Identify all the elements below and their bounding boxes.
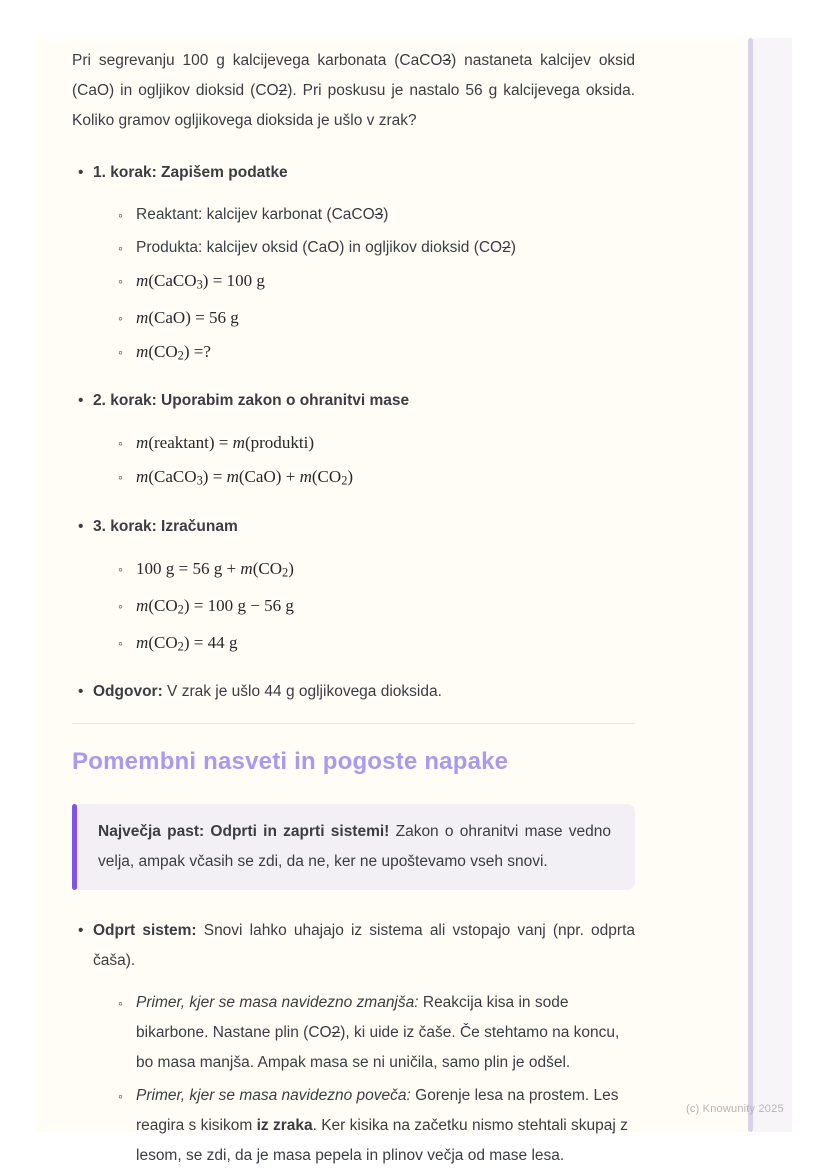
sub-list-item-math: ◦ 100 g = 56 g + m(CO2) xyxy=(136,554,635,588)
solution-steps-list xyxy=(72,158,635,707)
list-item-step-3 xyxy=(93,512,635,661)
open-system-sublist xyxy=(93,988,635,1171)
section-heading: Pomembni nasveti in pogoste napake xyxy=(72,748,509,776)
sub-list-item-math: ◦ m(CO2) =? xyxy=(136,337,635,371)
step-2-sublist xyxy=(93,428,635,496)
step-3-sublist xyxy=(93,554,635,661)
sub-list-item: ◦ Produkta: kalcijev oksid (CaO) in ogljikov dioksid (CO2) xyxy=(136,233,635,263)
list-item-step-2 xyxy=(93,386,635,496)
callout-text: Največja past: Odprti in zaprti sistemi! Zakon o ohranitvi mase vedno velja, ampak včasih se zdi, da ne, ker ne upoštevamo vseh snovi. xyxy=(98,823,611,871)
tips-list xyxy=(72,916,635,1171)
sub-list-item-example-decrease: ◦ Primer, kjer se masa navidezno zmanjša: Reakcija kisa in sode bikarbone. Nastane plin (CO2), ki uide iz čaše. Če stehtamo na koncu, bo masa manjša. Ampak masa se ni uničila, samo plin je odšel. xyxy=(136,988,635,1078)
list-item-step-1 xyxy=(93,158,635,370)
section-divider xyxy=(72,723,635,724)
step-title: • 2. korak: Uporabim zakon o ohranitvi mase xyxy=(93,392,410,410)
warning-callout xyxy=(72,804,635,890)
note-page xyxy=(36,38,748,1165)
callout-accent-bar xyxy=(72,804,77,890)
intro-paragraph: Pri segrevanju 100 g kalcijevega karbonata (CaCO3) nastaneta kalcijev oksid (CaO) in ogljikov dioksid (CO2). Pri poskusu je nastalo 56 g kalcijevega oksida. Koliko gramov ogljikovega dioksida je ušlo v zrak? xyxy=(72,52,636,129)
sub-list-item-math: ◦ m(CO2) = 44 g xyxy=(136,628,635,662)
tip-title: • Odprt sistem: Snovi lahko uhajajo iz sistema ali vstopajo vanj (npr. odprta čaša). xyxy=(93,922,635,970)
list-item-answer xyxy=(93,677,635,707)
watermark: (c) Knowunity 2025 xyxy=(686,1103,784,1115)
sub-list-item-example-increase: ◦ Primer, kjer se masa navidezno poveča: Gorenje lesa na prostem. Les reagira s kisikom iz zraka. Ker kisika na začetku nismo stehtali skupaj z lesom, se zdi, da je masa pepela in plinov večja od mase lesa. xyxy=(136,1081,635,1171)
step-title: • 1. korak: Zapišem podatke xyxy=(93,164,288,181)
sub-list-item: ◦ Reaktant: kalcijev karbonat (CaCO3) xyxy=(136,200,635,230)
sub-list-item-math: ◦ m(CaO) = 56 g xyxy=(136,303,635,334)
sub-list-item-math: ◦ m(CaCO3) = 100 g xyxy=(136,266,635,300)
answer-text: • Odgovor: V zrak je ušlo 44 g ogljikovega dioksida. xyxy=(93,683,442,701)
page-margin-strip xyxy=(753,38,792,1132)
sub-list-item-math: ◦ m(CO2) = 100 g − 56 g xyxy=(136,591,635,625)
sub-list-item-math: ◦ m(CaCO3) = m(CaO) + m(CO2) xyxy=(136,462,635,496)
sub-list-item-math: ◦ m(reaktant) = m(produkti) xyxy=(136,428,635,459)
step-title: • 3. korak: Izračunam xyxy=(93,518,238,536)
step-1-sublist xyxy=(93,200,635,370)
list-item-open-system xyxy=(93,916,635,1171)
